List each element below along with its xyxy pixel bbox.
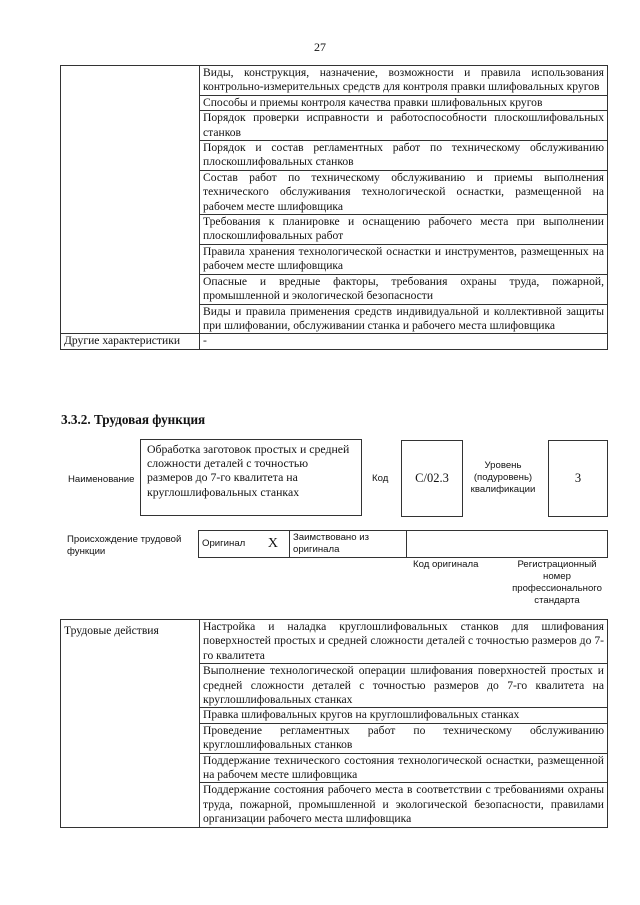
origin-code-cell <box>407 531 608 558</box>
origin-code-caption: Код оригинала <box>413 559 479 570</box>
level-box <box>548 440 608 517</box>
original-label: Оригинал <box>202 538 246 549</box>
function-name-box: Обработка заготовок простых и средней сложности деталей с точностью размеров до 7-го квалитета на круглошлифовальных станках <box>140 439 362 516</box>
level-label: Уровень (подуровень) квалификации <box>470 460 536 495</box>
actions-label: Трудовые действия <box>61 620 200 828</box>
code-box <box>401 440 463 517</box>
table-cell: Опасные и вредные факторы, требования охраны труда, пожарной, промышленной и экологической безопасности <box>200 274 608 304</box>
table-cell: Поддержание технического состояния технологической оснастки, размещенной на рабочем месте шлифовщика <box>200 753 608 783</box>
table-cell: Порядок проверки исправности и работоспособности плоскошлифовальных станков <box>200 111 608 141</box>
table-cell: Правка шлифовальных кругов на круглошлифовальных станках <box>200 708 608 723</box>
level-value: 3 <box>574 471 582 485</box>
actions-table <box>60 619 608 828</box>
origin-label: Происхождение трудовой функции <box>67 534 182 557</box>
table-cell: Настройка и наладка круглошлифовальных станков для шлифования поверхностей простых и средней сложности деталей с точностью размеров до 7-го квалитета <box>200 620 608 664</box>
table-cell: Требования к планировке и оснащению рабочего места при выполнении плоскошлифовальных работ <box>200 215 608 245</box>
reg-number-caption: Регистрационный номер профессионального стандарта <box>512 559 602 606</box>
table-cell: Порядок и состав регламентных работ по техническому обслуживанию плоскошлифовальных станков <box>200 141 608 171</box>
other-characteristics-value: - <box>200 334 608 349</box>
table-cell: Поддержание состояния рабочего места в соответствии с требованиями охраны труда, пожарной, промышленной и экологической безопасности, правилами организации рабочего места шлифовщика <box>200 783 608 827</box>
original-cell <box>199 531 290 558</box>
section-heading: 3.3.2. Трудовая функция <box>61 412 206 427</box>
original-mark: X <box>267 536 278 551</box>
page-number: 27 <box>314 40 326 54</box>
table-cell: Виды и правила применения средств индивидуальной и коллективной защиты при шлифовании, обслуживании станка и рабочего места шлифовщика <box>200 304 608 334</box>
table-cell: Проведение регламентных работ по техническому обслуживанию круглошлифовальных станков <box>200 723 608 753</box>
table-cell: Состав работ по техническому обслуживанию и приемы выполнения технического обслуживания технологической оснастки, размещенной на рабочем месте шлифовщика <box>200 170 608 214</box>
knowledge-table <box>60 65 608 350</box>
table-cell: Виды, конструкция, назначение, возможности и правила использования контрольно-измерительных средств для контроля правки шлифовальных кругов <box>200 66 608 96</box>
table-left-cell <box>61 66 200 334</box>
borrowed-label: Заимствовано из оригинала <box>290 531 407 558</box>
table-cell: Выполнение технологической операции шлифования поверхностей простых и средней сложности деталей с точностью размеров до 7-го квалитета на круглошлифовальных станках <box>200 664 608 708</box>
code-value: C/02.3 <box>415 471 449 485</box>
table-cell: Правила хранения технологической оснастки и инструментов, размещенных на рабочем месте шлифовщика <box>200 244 608 274</box>
code-label: Код <box>372 473 389 484</box>
origin-table <box>198 530 608 558</box>
table-cell: Способы и приемы контроля качества правки шлифовальных кругов <box>200 95 608 110</box>
other-characteristics-label: Другие характеристики <box>61 334 200 349</box>
name-label: Наименование <box>68 474 135 485</box>
